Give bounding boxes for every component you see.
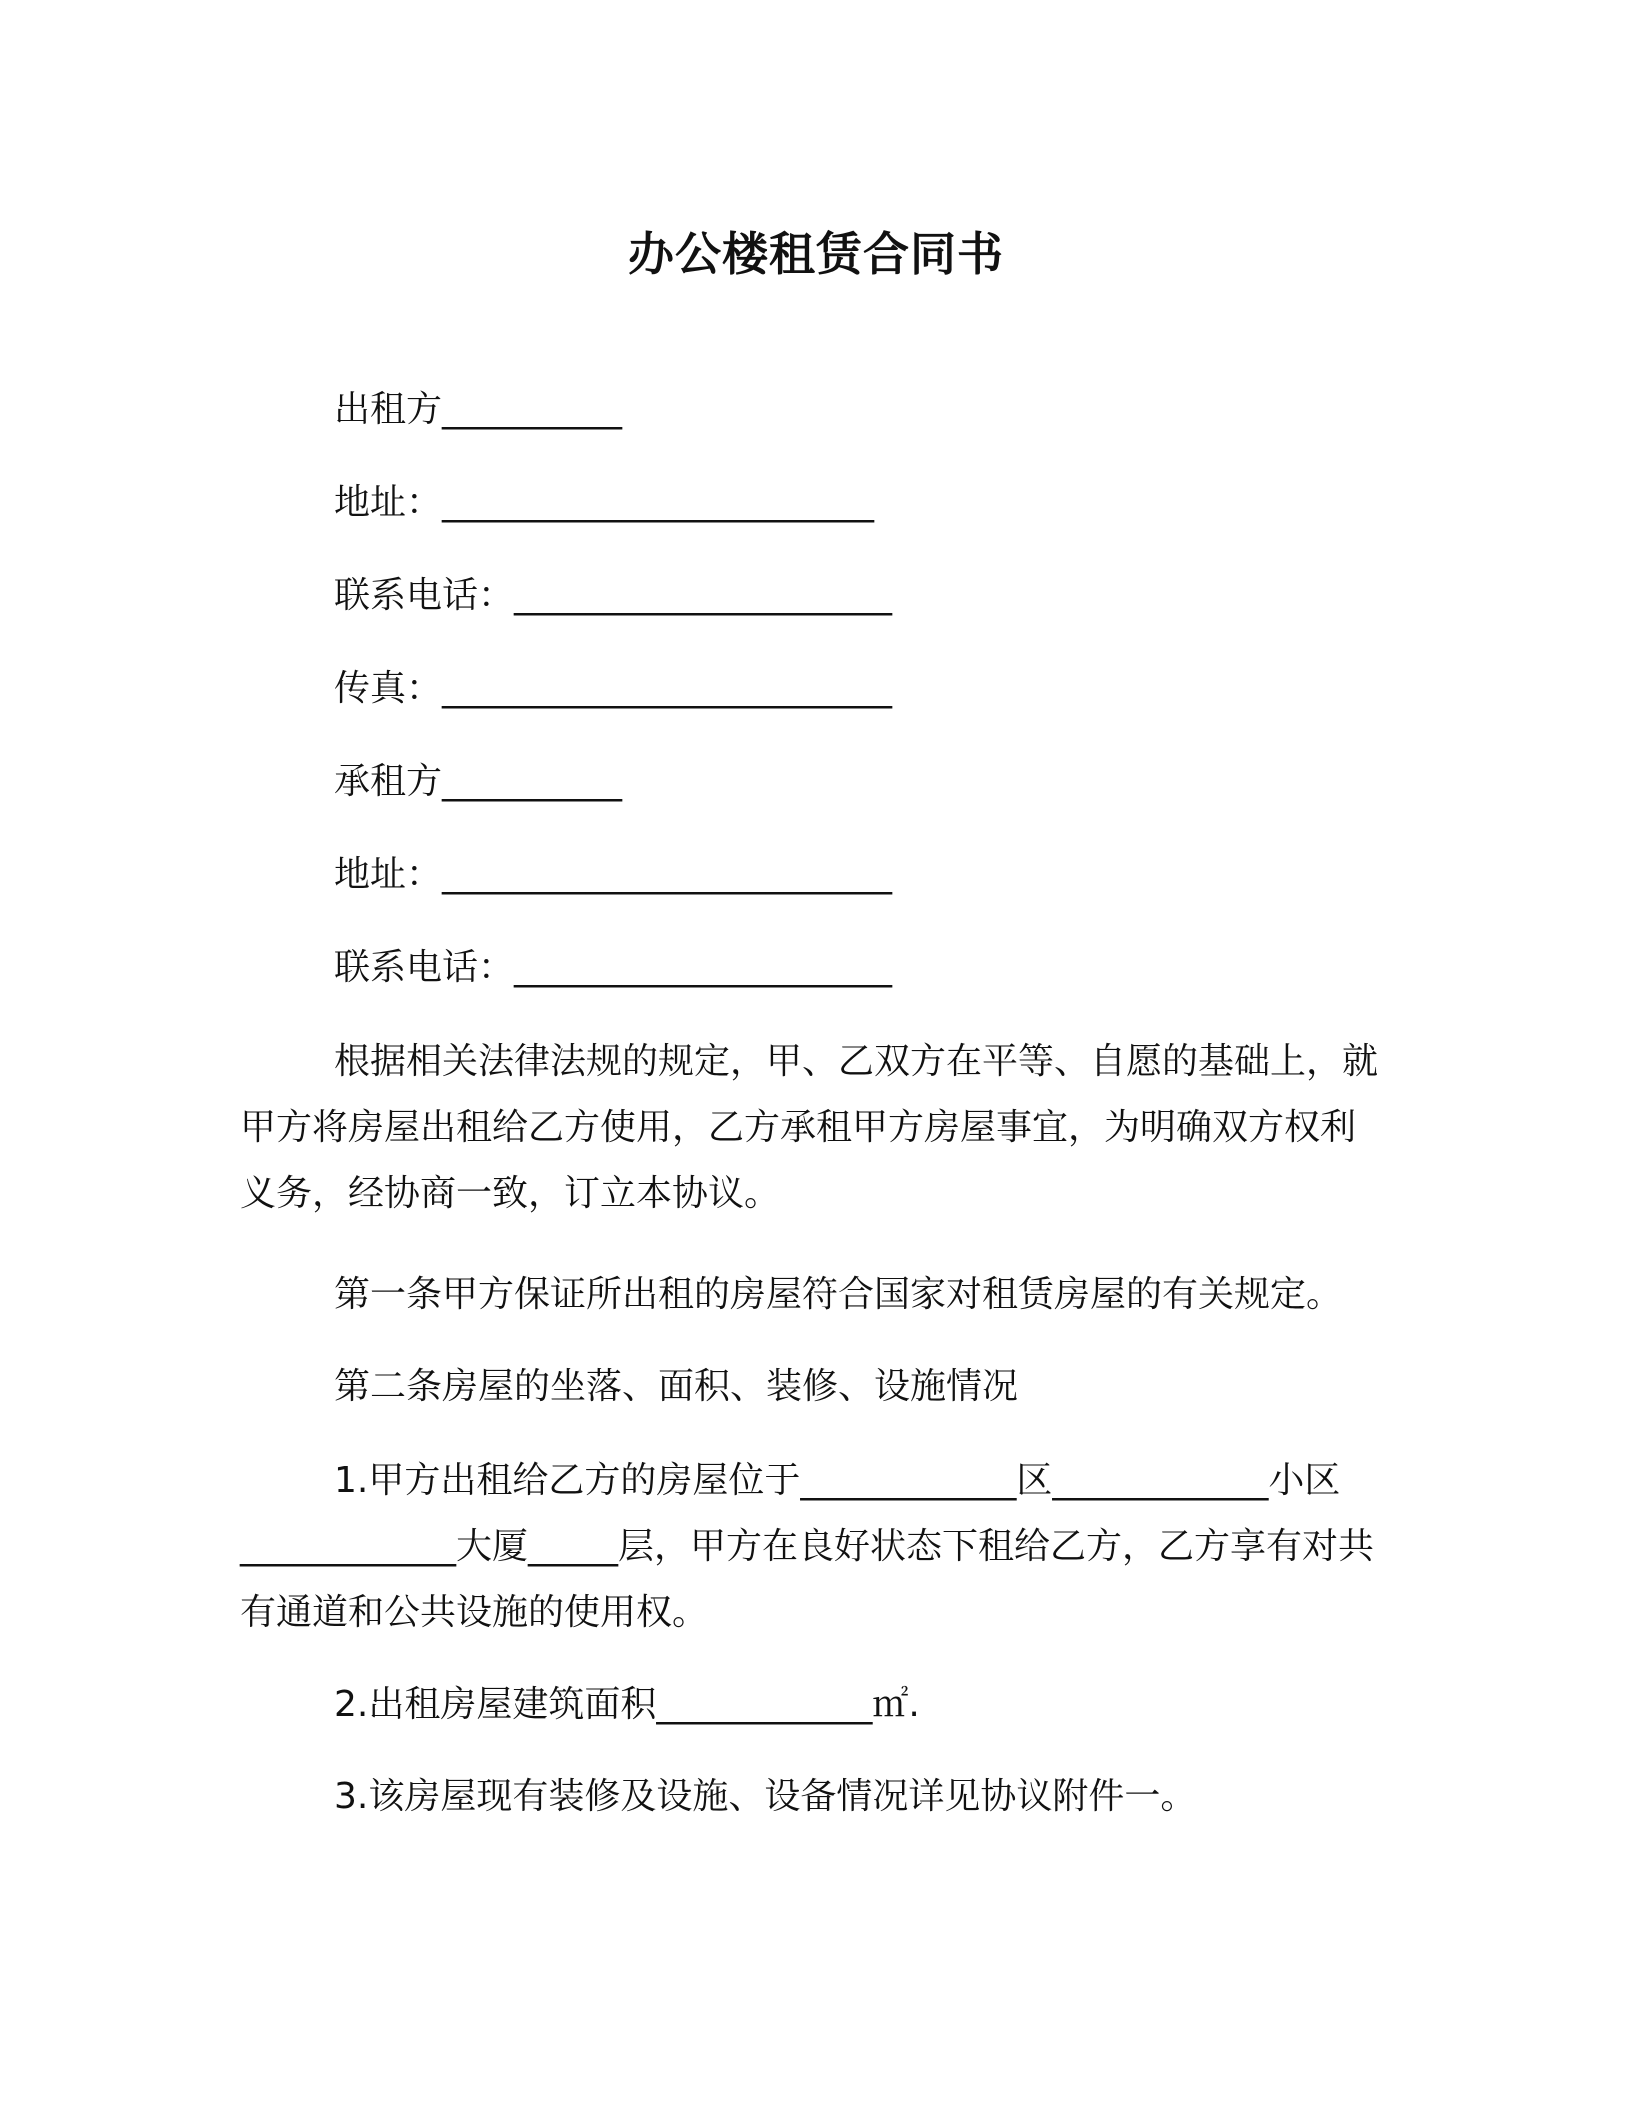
lessor-address-line: 地址：________________________ (334, 482, 875, 523)
article-two-heading: 第二条房屋的坐落、面积、装修、设施情况 (334, 1366, 1019, 1407)
clause-two-paragraph: 2.出租房屋建筑面积____________㎡. (334, 1684, 920, 1725)
lessor-phone-line: 联系电话：_____________________ (334, 575, 893, 616)
clause-three-paragraph: 3.该房屋现有装修及设施、设备情况详见协议附件一。 (334, 1776, 1197, 1817)
lessor-line: 出租方__________ (334, 389, 623, 430)
lessor-fax-line: 传真：_________________________ (334, 668, 893, 709)
page-title: 办公楼租赁合同书 (628, 227, 1004, 281)
preamble-paragraph: 根据相关法律法规的规定，甲、乙双方在平等、自愿的基础上，就甲方将房屋出租给乙方使用，乙方承租甲方房屋事宜，为明确双方权利义务，经协商一致，订立本协议。 (240, 1041, 1379, 1214)
article-one-paragraph: 第一条甲方保证所出租的房屋符合国家对租赁房屋的有关规定。 (334, 1274, 1343, 1315)
clause-one-paragraph: 1.甲方出租给乙方的房屋位于____________区____________小区____________大厦_____层，甲方在良好状态下租给乙方，乙方享有对共有通道和公共设施的使用权。 (240, 1460, 1375, 1633)
lessee-address-line: 地址：_________________________ (334, 854, 893, 895)
lessee-line: 承租方__________ (334, 761, 623, 802)
lessee-phone-line: 联系电话：_____________________ (334, 947, 893, 988)
